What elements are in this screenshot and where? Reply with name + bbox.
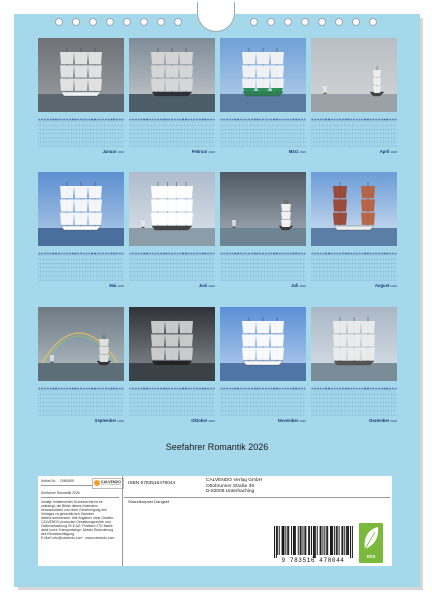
sailing-ship-image: [129, 172, 215, 246]
barcode-bar: [322, 526, 323, 555]
legal-text-line: Inhaltje Inhaltenerder Schutzrechte ist es: [41, 500, 103, 504]
sailing-ship-image: [129, 307, 215, 381]
barcode-bar: [293, 526, 294, 555]
binding-hole: [72, 18, 80, 26]
month-photo: [38, 38, 124, 112]
binding-hole: [352, 18, 360, 26]
info-panel: [38, 476, 392, 566]
month-label: [129, 418, 215, 423]
legal-text-line: unklatugt, die Bilder dieses Kalenders: [41, 504, 98, 508]
month-name: März: [288, 149, 299, 154]
eco-label: eco: [366, 554, 376, 560]
binding-hole: [335, 18, 343, 26]
barcode-bar: [288, 526, 289, 555]
barcode-bar: [313, 526, 314, 558]
month-name: November: [277, 418, 299, 423]
month-year: 2026: [390, 284, 397, 288]
barcode-digits: 9 783516 478044: [281, 557, 345, 564]
month-day-grid: [311, 118, 397, 148]
publisher-logo-text: CALVENDO: [101, 480, 121, 484]
publisher-city: D-82008 Unterhaching: [206, 489, 255, 495]
sailing-ship-image: [220, 172, 306, 246]
sailing-ship-image: [38, 38, 124, 112]
barcode-bar: [301, 526, 302, 555]
sailing-ship-image: [38, 307, 124, 381]
sailing-ship-image: [311, 307, 397, 381]
month-day-grid: [129, 387, 215, 417]
barcode-bar: [336, 526, 337, 555]
legal-text-line: weiterzuverwenden. Alle Angaben ohne Gewähr.: [41, 516, 114, 520]
legal-text-line: des Einsatzschlagung.: [41, 532, 75, 536]
eco-badge: [359, 523, 383, 563]
sailing-ship-image: [311, 38, 397, 112]
month-label: [311, 283, 397, 288]
barcode-bar: [315, 526, 316, 558]
month-day-grid: [220, 387, 306, 417]
legal-text-line: E-Mail: info@calvendo.com · www.calvendo.com: [41, 536, 115, 540]
leaf-icon: [359, 523, 383, 555]
month-year: 2026: [390, 419, 397, 423]
page-shadow-right: [420, 18, 423, 590]
month-year: 2026: [117, 150, 124, 154]
month-label: [38, 149, 124, 154]
month-day-grid: [129, 118, 215, 148]
legal-text-line: herauszulösen und ohne Genehmigung des: [41, 508, 107, 512]
month-photo: [38, 172, 124, 246]
month-name: April: [379, 149, 390, 154]
barcode-bar: [330, 526, 331, 555]
month-photo: [129, 307, 215, 381]
month-photo: [311, 307, 397, 381]
article-label: Artikel-Nr.: [41, 479, 56, 483]
barcode-bar: [298, 526, 299, 555]
barcode-bar: [352, 526, 353, 558]
month-photo: [38, 307, 124, 381]
month-name: Februar: [191, 149, 208, 154]
barcode-bar: [291, 526, 292, 555]
binding-hole: [267, 18, 275, 26]
binding-hole: [89, 18, 97, 26]
legal-text-line: Verlages zu gewerblichen Zwecken: [41, 512, 95, 516]
barcode-bar: [311, 526, 312, 555]
barcode-bar: [274, 526, 275, 558]
month-label: [220, 418, 306, 423]
barcode: [268, 524, 358, 564]
publisher-tagline: PHOTO PUBLISHING: [101, 484, 121, 486]
barcode-bar: [320, 526, 321, 555]
legal-text-line: CALVENDO produziert Gestaltungsrechte und: [41, 520, 111, 524]
month-year: 2026: [208, 150, 215, 154]
barcode-bar: [304, 526, 305, 555]
sailing-ship-image: [220, 38, 306, 112]
barcode-bar: [279, 526, 280, 555]
barcode-bar: [300, 526, 301, 555]
binding-hole: [301, 18, 309, 26]
month-name: Oktober: [191, 418, 208, 423]
month-photo: [220, 307, 306, 381]
month-name: Januar: [102, 149, 117, 154]
barcode-bar: [339, 526, 340, 555]
barcode-bar: [347, 526, 348, 555]
month-label: [220, 283, 306, 288]
binding-hole: [318, 18, 326, 26]
month-year: 2026: [299, 419, 306, 423]
barcode-bar: [327, 526, 328, 555]
month-year: 2026: [208, 284, 215, 288]
barcode-bar: [294, 526, 295, 555]
month-label: [220, 149, 306, 154]
article-number: 20N0659: [60, 479, 74, 483]
month-label: [311, 149, 397, 154]
month-day-grid: [311, 252, 397, 282]
barcode-bar: [309, 526, 310, 555]
month-day-grid: [38, 387, 124, 417]
publisher-name: CALVENDO Verlag GmbH: [206, 478, 263, 483]
month-label: [129, 283, 215, 288]
barcode-bar: [305, 526, 306, 555]
barcode-bar: [337, 526, 338, 555]
month-photo: [220, 172, 306, 246]
barcode-bar: [284, 526, 285, 555]
barcode-bar: [324, 526, 325, 555]
month-name: September: [94, 418, 117, 423]
calendar-title: Seefahrer Romantik 2026: [165, 442, 269, 452]
month-label: [129, 149, 215, 154]
barcode-bar: [283, 526, 284, 555]
isbn-text: ISBN 9783516478044: [128, 481, 176, 486]
barcode-bar: [287, 526, 288, 555]
barcode-bar: [334, 526, 335, 555]
barcode-bar: [341, 526, 342, 555]
month-day-grid: [129, 252, 215, 282]
publisher-street: Ottobrunner Straße 39: [206, 483, 254, 489]
month-day-grid: [220, 118, 306, 148]
sailing-ship-image: [311, 172, 397, 246]
product-title-small: Seefahrer Romantik 2026: [41, 491, 80, 495]
month-year: 2026: [299, 284, 306, 288]
barcode-bar: [350, 526, 351, 558]
month-name: Juli: [291, 283, 299, 288]
binding-hole: [106, 18, 114, 26]
month-name: Juni: [198, 283, 208, 288]
logo-sun-icon: [94, 480, 100, 486]
sailing-ship-image: [38, 172, 124, 246]
month-name: Dezember: [369, 418, 390, 423]
barcode-bar: [331, 526, 332, 555]
binding-hole: [174, 18, 182, 26]
binding-hole: [140, 18, 148, 26]
barcode-bar: [285, 526, 286, 555]
sailing-ship-image: [129, 38, 215, 112]
barcode-bar: [321, 526, 322, 555]
sailing-ship-image: [220, 307, 306, 381]
month-photo: [129, 38, 215, 112]
month-photo: [129, 172, 215, 246]
page-shadow-bottom: [18, 587, 423, 590]
info-divider: [41, 497, 119, 498]
barcode-bar: [295, 526, 296, 555]
barcode-bar: [317, 526, 318, 555]
barcode-bar: [332, 526, 333, 555]
barcode-bar: [303, 526, 304, 555]
legal-text-line: Geltendmachung 25 & AG. Postfach 27D Maies: [41, 524, 113, 528]
barcode-bar: [342, 526, 343, 555]
barcode-bar: [326, 526, 327, 555]
binding-hole: [284, 18, 292, 26]
month-label: [311, 418, 397, 423]
barcode-bar: [277, 526, 278, 555]
month-day-grid: [38, 118, 124, 148]
barcode-bar: [346, 526, 347, 555]
month-year: 2026: [117, 419, 124, 423]
month-photo: [311, 172, 397, 246]
binding-hole: [55, 18, 63, 26]
binding-hole: [250, 18, 258, 26]
month-day-grid: [38, 252, 124, 282]
month-label: [38, 418, 124, 423]
month-year: 2026: [390, 150, 397, 154]
barcode-bar: [276, 526, 277, 558]
barcode-bar: [314, 526, 315, 558]
barcode-bar: [308, 526, 309, 555]
binding-hole: [123, 18, 131, 26]
month-label: [38, 283, 124, 288]
legal-text-line: dank kurze Transportwege, Absatz Reduzierung: [41, 528, 114, 532]
binding-hole: [369, 18, 377, 26]
author-name: Strandkorpser Dangset: [128, 499, 170, 504]
month-name: August: [374, 283, 390, 288]
barcode-bar: [348, 526, 349, 555]
info-column-divider: [122, 476, 123, 566]
month-photo: [220, 38, 306, 112]
barcode-bar: [344, 526, 345, 555]
month-year: 2026: [299, 150, 306, 154]
month-name: Mai: [109, 283, 117, 288]
month-year: 2026: [117, 284, 124, 288]
publisher-logo: [92, 478, 124, 489]
month-photo: [311, 38, 397, 112]
month-day-grid: [311, 387, 397, 417]
month-day-grid: [220, 252, 306, 282]
binding-hole: [157, 18, 165, 26]
barcode-bar: [282, 526, 283, 555]
info-divider: [124, 497, 390, 498]
month-year: 2026: [208, 419, 215, 423]
